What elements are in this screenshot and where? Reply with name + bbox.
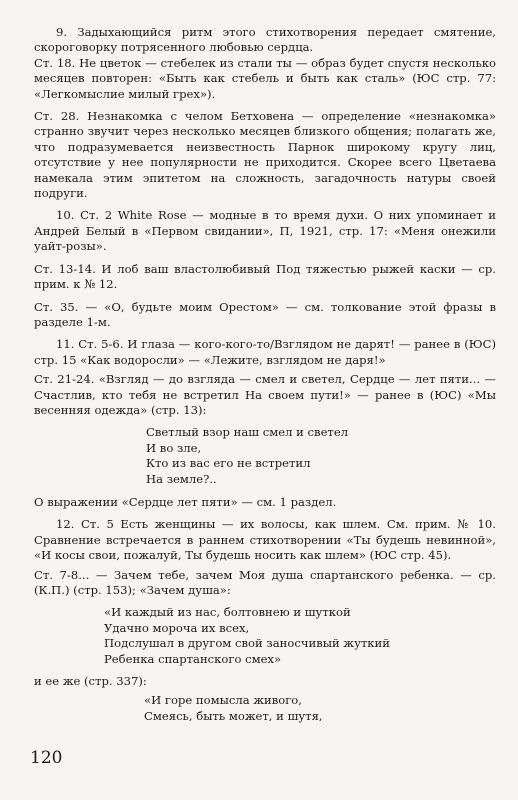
- note-paragraph: Ст. 21-24. «Взгляд — до взгляда — смел и светел, Сердце — лет пяти... — Счастлив, кто тебя не встретил На своем пути!» — ранее в (ЮС) «Мы весенняя одежда» (стр. 13):: [34, 372, 496, 417]
- note-paragraph: Ст. 28. Незнакомка с челом Бетховена — определение «незнакомка» странно звучит через несколько месяцев близкого общения; полагать же, что подразумевается неизвестность Парнок широкому кругу лиц, отсутствие у нее популярности не приходится. Скорее всего Цветаева намекала этим эпитетом на сложность, загадочность натуры своей подруги.: [34, 109, 496, 201]
- page-number: 120: [30, 748, 63, 768]
- note-paragraph: 9. Задыхающийся ритм этого стихотворения передает смятение, скороговорку потрясенного любовью сердца.: [34, 25, 496, 55]
- note-paragraph: и ее же (стр. 337):: [34, 674, 147, 689]
- note-paragraph: О выражении «Сердце лет пяти» — см. 1 раздел.: [34, 494, 337, 509]
- poem-quote: [104, 605, 496, 667]
- note-paragraph: 12. Ст. 5 Есть женщины — их волосы, как шлем. См. прим. № 10. Сравнение встречается в раннем стихотворении «Ты будешь невинной», «И косы свои, пожалуй, Ты будешь носить как шлем» (ЮС стр. 45).: [34, 517, 496, 563]
- note-paragraph: 10. Ст. 2 White Rose — модные в то время духи. О них упоминает и Андрей Белый в «Первом свидании», П, 1921, стр. 17: «Меня онежили уайт-розы».: [34, 208, 496, 254]
- poem-line: «И каждый из нас, болтовнею и шуткой: [104, 605, 351, 620]
- poem-line: Кто из вас его не встретил: [146, 456, 311, 471]
- poem-quote: [144, 693, 496, 724]
- poem-line: Удачно мороча их всех,: [104, 620, 250, 635]
- poem-line: Подслушал в другом свой заносчивый жуткий: [104, 636, 391, 651]
- note-paragraph: 11. Ст. 5-6. И глаза — кого-кого-то/Взглядом не дарят! — ранее в (ЮС) стр. 15 «Как водоросли» — «Лежите, взглядом не даря!»: [34, 337, 496, 367]
- poem-line: На земле?..: [146, 471, 217, 486]
- poem-line: И во зле,: [146, 440, 202, 455]
- note-paragraph: Ст. 35. — «О, будьте моим Орестом» — см. толкование этой фразы в разделе 1-м.: [34, 299, 496, 329]
- poem-line: Смеясь, быть может, и шутя,: [144, 708, 323, 723]
- note-paragraph: Ст. 18. Не цветок — стебелек из стали ты — образ будет спустя несколько месяцев повторен: «Быть как стебель и быть как сталь» (ЮС стр. 77: «Легкомыслие милый грех»).: [34, 55, 496, 101]
- poem-line: Светлый взор наш смел и светел: [146, 425, 349, 440]
- note-paragraph: Ст. 7-8... — Зачем тебе, зачем Моя душа спартанского ребенка. — ср. (К.П.) (стр. 153); «Зачем душа»:: [34, 567, 496, 597]
- note-paragraph: Ст. 13-14. И лоб ваш властолюбивый Под тяжестью рыжей каски — ср. прим. к № 12.: [34, 261, 496, 292]
- poem-quote: [146, 425, 496, 487]
- poem-line: Ребенка спартанского смех»: [104, 651, 282, 666]
- poem-line: «И горе помысла живого,: [144, 693, 302, 708]
